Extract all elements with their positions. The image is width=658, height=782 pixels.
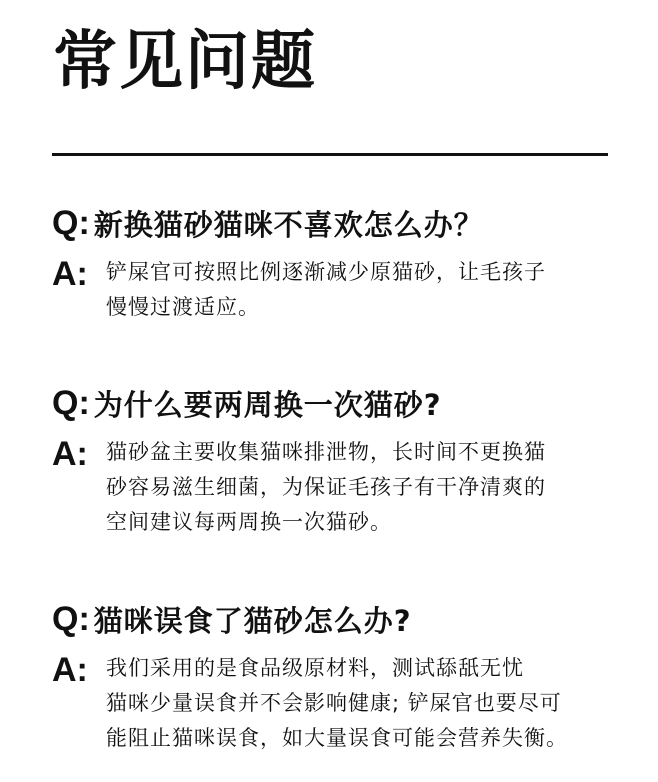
answer-row [52, 435, 612, 540]
answer-line: 猫咪少量误食并不会影响健康; 铲屎官也要尽可 [106, 691, 562, 715]
answer-line: 我们采用的是食品级原材料，测试舔舐无忧 [106, 656, 524, 680]
question-marker: Q: [52, 384, 90, 422]
answer-line: 慢慢过渡适应。 [106, 295, 260, 319]
page-title: 常见问题 [53, 25, 317, 99]
answer-marker: A: [52, 651, 88, 689]
answer-line: 能阻止猫咪误食，如大量误食可能会营养失衡。 [106, 726, 568, 750]
answer-line: 空间建议每两周换一次猫砂。 [106, 510, 392, 534]
faq-item [52, 599, 612, 756]
question-text: 猫咪误食了猫砂怎么办? [93, 603, 412, 638]
question-marker: Q: [52, 204, 90, 242]
answer-row [52, 651, 612, 756]
answer-line: 猫砂盆主要收集猫咪排泄物，长时间不更换猫 [106, 440, 546, 464]
question-marker: Q: [52, 600, 90, 638]
faq-item [52, 203, 612, 325]
question-text: 新换猫砂猫咪不喜欢怎么办？ [93, 207, 484, 242]
title-divider [52, 153, 608, 156]
answer-line: 砂容易滋生细菌，为保证毛孩子有干净清爽的 [106, 475, 546, 499]
answer-marker: A: [52, 255, 88, 293]
answer-text [106, 651, 568, 756]
question-row [52, 599, 612, 639]
answer-line: 铲屎官可按照比例逐渐减少原猫砂，让毛孩子 [106, 260, 546, 284]
answer-marker: A: [52, 435, 88, 473]
question-row [52, 203, 612, 243]
faq-item [52, 383, 612, 540]
answer-text [106, 435, 546, 540]
question-row [52, 383, 612, 423]
answer-row [52, 255, 612, 325]
answer-text [106, 255, 546, 325]
question-text: 为什么要两周换一次猫砂? [93, 387, 442, 422]
